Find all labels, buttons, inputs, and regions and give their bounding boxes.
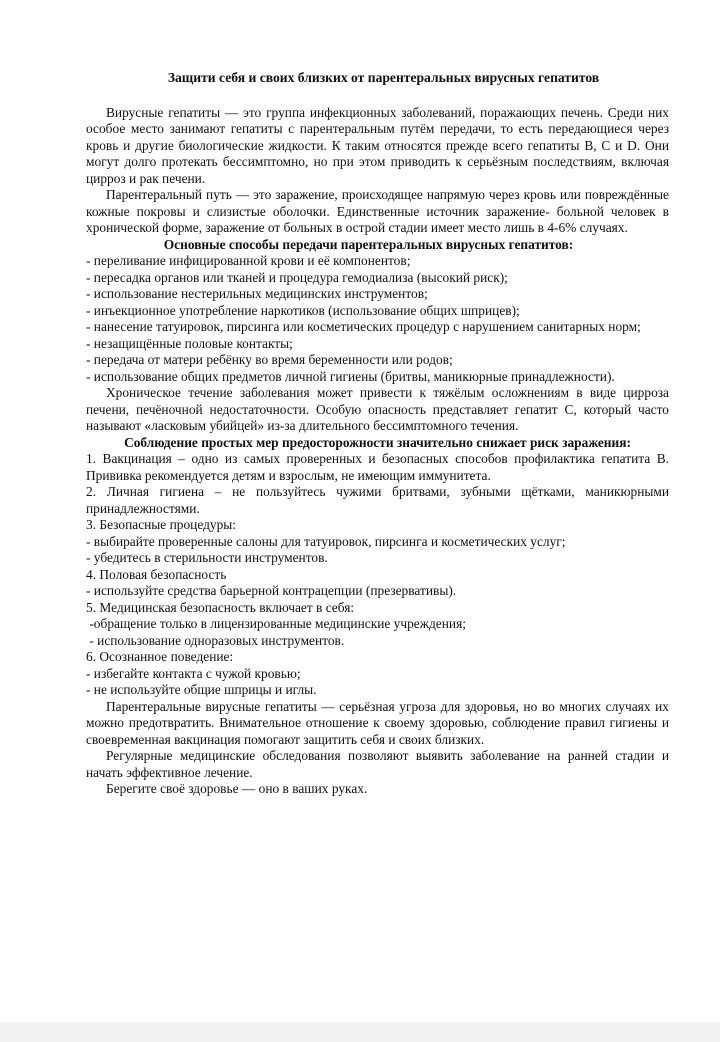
chronic-paragraph: Хроническое течение заболевания может привести к тяжёлым осложнениям в виде цирроза печени, печёночной недостаточности. Особую опасность представляет гепатит C, который часто называют «ласковым убийцей» из-за длительного бессимптомного течения. [86,385,669,433]
list-item: 3. Безопасные процедуры: [86,517,237,532]
list-item: - убедитесь в стерильности инструментов. [86,550,328,565]
intro-paragraph: Парентеральный путь — это заражение, происходящее напрямую через кровь или повреждённые кожные покровы и слизистые оболочки. Единственные источник заражение- больной человек в хронической форме, заражение от больных в острой стадии имеет место лишь в 4-6% случаях. [86,187,669,235]
list-item: -обращение только в лицензированные медицинские учреждения; [86,616,466,631]
prevention-heading: Соблюдение простых мер предосторожности значительно снижает риск заражения: [124,434,631,450]
routes-heading: Основные способы передачи парентеральных вирусных гепатитов: [163,236,574,252]
list-item: - использование общих предметов личной гигиены (бритвы, маникюрные принадлежности). [86,368,615,384]
list-item: - пересадка органов или тканей и процедура гемодиализа (высокий риск); [86,269,508,285]
list-item: - инъекционное употребление наркотиков (использование общих шприцев); [86,302,520,318]
list-item: - используйте средства барьерной контрацепции (презервативы). [86,583,457,598]
list-item: - передача от матери ребёнку во время беременности или родов; [86,352,453,367]
list-item: 1. Вакцинация – одно из самых проверенных и безопасных способов профилактика гепатита В. Прививка рекомендуется детям и взрослым, не имеющим иммунитета. [86,451,669,483]
closing-paragraph: Парентеральные вирусные гепатиты — серьёзная угроза для здоровья, но во многих случаях их можно предотвратить. Внимательное отношение к своему здоровью, соблюдение правил гигиены и своевременная вакцинация помогают защитить себя и своих близких. [86,698,669,747]
closing-paragraph: Берегите своё здоровье — оно в ваших руках. [106,781,368,796]
list-item: 5. Медицинская безопасность включает в себя: [86,599,355,615]
list-item: - использование одноразовых инструментов. [86,632,345,648]
list-item: - нанесение татуировок, пирсинга или косметических процедур с нарушением санитарных норм; [86,319,641,334]
intro-paragraph: Вирусные гепатиты — это группа инфекционных заболеваний, поражающих печень. Среди них особое место занимают гепатиты с парентеральным путём передачи, то есть передающиеся через кровь и другие биологические жидкости. К таким относятся прежде всего гепатиты B, C и D. Они могут долго протекать бессимптомно, но при этом приводить к серьёзным последствиям, включая цирроз и рак печени. [86,104,669,186]
list-item: - переливание инфицированной крови и её компонентов; [86,253,411,268]
list-item: - использование нестерильных медицинских инструментов; [86,286,428,301]
list-item: - выбирайте проверенные салоны для татуировок, пирсинга и косметических услуг; [86,533,566,549]
closing-paragraph: Регулярные медицинские обследования позволяют выявить заболевание на ранней стадии и начать эффективное лечение. [86,748,669,780]
list-item: 4. Половая безопасность [86,566,227,582]
list-item: 2. Личная гигиена – не пользуйтесь чужими бритвами, зубными щётками, маникюрными принадлежностями. [86,484,669,516]
document-title: Защити себя и своих близких от парентеральных вирусных гепатитов [167,70,600,85]
viewer-bottom-bar [0,1022,720,1042]
list-item: - избегайте контакта с чужой кровью; [86,665,301,681]
list-item: - незащищённые половые контакты; [86,335,293,351]
document-body [86,70,669,798]
list-item: - не используйте общие шприцы и иглы. [86,682,317,697]
list-item: 6. Осознанное поведение: [86,649,234,664]
